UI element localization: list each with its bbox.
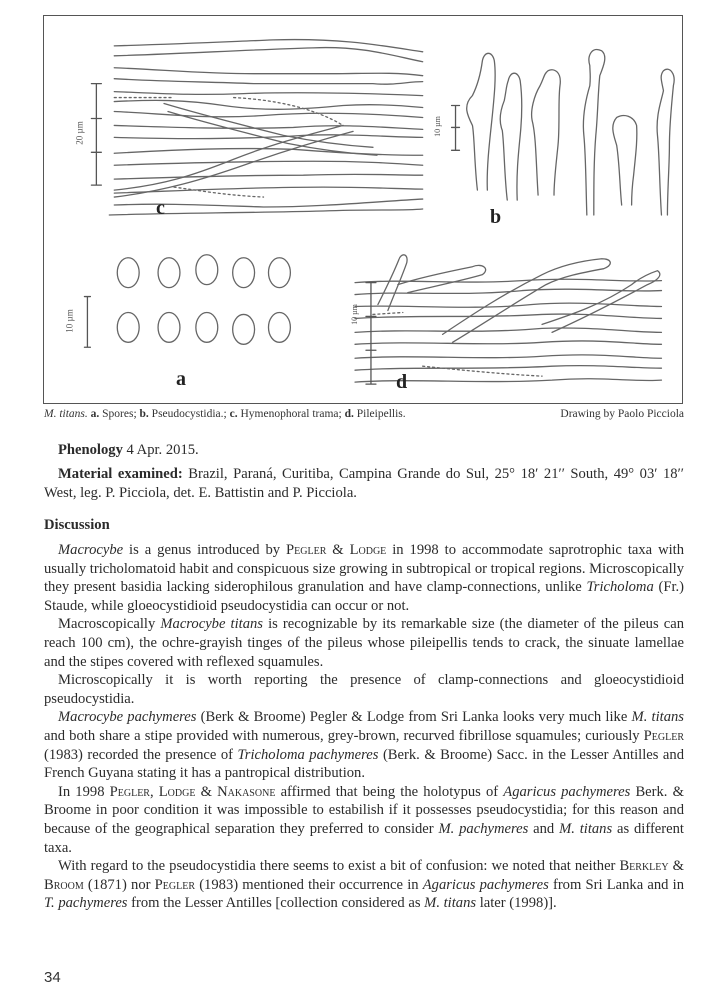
discussion-heading: Discussion xyxy=(44,517,110,533)
panel-label-a: a xyxy=(176,368,186,390)
text-run: affirmed that being the holotypus of xyxy=(275,783,504,800)
caption-text-d: Pileipellis. xyxy=(353,408,406,420)
caption-text-c: Hymenophoral trama; xyxy=(237,408,345,420)
page-number: 34 xyxy=(44,969,61,986)
text-run: Macrocybe pachymeres xyxy=(58,709,197,726)
figure-drawing xyxy=(44,16,682,403)
material-value: Brazil, Paraná, Curitiba, Campina Grande do Sul, 25° 18′ 21′′ South, 49° 03′ 18′′ West, leg. P. Picciola, det. E. Battistin and P. Picciola. xyxy=(44,466,684,501)
panel-label-b: b xyxy=(490,206,502,228)
text-run: and xyxy=(528,820,560,837)
text-run: (Berk. & Broome) Sacc. in the Lesser Antilles and French Guyana stating it has a pantropical distribution. xyxy=(44,746,684,782)
scale-label-d: 10 µm xyxy=(349,304,359,325)
text-run: (1983) mentioned their occurrence in xyxy=(195,876,423,893)
text-run: from Sri Lanka and in xyxy=(548,876,684,893)
text-run: Agaricus pachymeres xyxy=(503,783,631,800)
drawing-credit: Drawing by Paolo Picciola xyxy=(560,408,684,420)
text-run: Tricholoma xyxy=(586,579,654,596)
text-run: Agaricus pachymeres xyxy=(422,876,549,893)
author-citation: Berkley & Broom xyxy=(44,858,684,893)
phenology-label: Phenology xyxy=(58,442,123,458)
material-label: Material examined: xyxy=(58,466,183,482)
paragraph-6 xyxy=(44,857,684,913)
text-run: (1871) nor xyxy=(83,876,155,893)
panel-b-pseudocystidia xyxy=(452,49,675,214)
text-run: Macrocybe xyxy=(58,542,124,558)
text-run: T. pachymeres xyxy=(44,895,128,912)
text-run: is a genus introduced by xyxy=(123,542,287,558)
paragraph-1 xyxy=(44,541,684,615)
author-citation: Pegler xyxy=(643,727,684,744)
caption-key-a: a. xyxy=(90,408,100,420)
figure-caption xyxy=(44,408,684,420)
panel-label-c: c xyxy=(156,197,165,219)
text-run: Macrocybe titans xyxy=(160,616,263,633)
text-run: (1983) recorded the presence of xyxy=(44,746,238,763)
panel-a-spores xyxy=(84,255,290,348)
panel-label-d: d xyxy=(396,371,408,393)
text-run: M. pachymeres xyxy=(438,820,529,837)
text-run: M. titans xyxy=(631,709,684,726)
text-run: and both share a stipe provided with numerous, grey-brown, recurved fibrillose squamules; curiously xyxy=(44,727,644,744)
paragraph-2 xyxy=(44,615,684,671)
text-run: from the Lesser Antilles [collection considered as xyxy=(127,895,425,912)
panel-d-hyphae xyxy=(355,255,661,384)
caption-key-d: d. xyxy=(344,408,354,420)
text-run: later (1998)]. xyxy=(476,895,557,912)
author-citation: Pegler, Lodge & Nakasone xyxy=(109,783,276,800)
scale-label-a: 10 µm xyxy=(64,309,75,333)
panel-c-hyphae xyxy=(91,40,422,215)
text-run: M. titans xyxy=(559,820,613,837)
caption-text-a: Spores; xyxy=(99,408,140,420)
paragraph-4 xyxy=(44,708,684,782)
caption-text-b: Pseudocystidia.; xyxy=(148,408,230,420)
caption-key-b: b. xyxy=(139,408,149,420)
text-run: in 1998 to accommodate saprotrophic taxa with usually tricholomatoid habit and conspicuous size growing in subtropical or tropical regions. Microscopically they present basidia lacking siderophilous granulation and have clamp-connections, unlike xyxy=(44,542,685,596)
author-citation: Pegler xyxy=(154,876,196,893)
text-run: In 1998 xyxy=(58,783,110,800)
material-examined xyxy=(44,465,684,502)
caption-key-c: c. xyxy=(229,408,238,420)
text-run: (Berk & Broome) Pegler & Lodge from Sri Lanka looks very much like xyxy=(196,709,632,726)
text-run: With regard to the pseudocystidia there seems to exist a bit of confusion: we noted that neither xyxy=(58,858,620,875)
paragraph-5 xyxy=(44,783,684,857)
author-citation: Pegler & Lodge xyxy=(286,542,387,558)
text-run: Tricholoma pachymeres xyxy=(237,746,379,763)
figure-plate xyxy=(43,15,683,404)
paragraph-3: Microscopically it is worth reporting the presence of clamp-connections and gloeocystidioid pseudocystidia. xyxy=(44,672,684,707)
caption-species: M. titans. xyxy=(44,408,88,420)
text-run: as different taxa. xyxy=(44,820,684,856)
text-run: is recognizable by its remarkable size (the diameter of the pileus can reach 100 cm), the ochre-grayish tinges of the pileus whose pileipellis tends to crack, the sinuate lamellae and the stipes covered with reflexed squamules. xyxy=(44,616,684,670)
scale-label-b: 10 µm xyxy=(432,116,442,137)
text-run: M. titans xyxy=(424,895,477,912)
phenology xyxy=(44,441,684,460)
phenology-value: 4 Apr. 2015. xyxy=(122,442,199,458)
scale-label-c: 20 µm xyxy=(74,121,85,145)
text-run: (Fr.) Staude, while gloeocystidioid pseudocystidia can occur or not. xyxy=(44,579,685,614)
text-run: Berk. & Broome in poor condition it was impossible to estabilish if it possesses pseudocystidia; for this reason and because of the geographical separation they preferred to consider xyxy=(44,783,684,837)
discussion-body xyxy=(44,541,684,913)
text-run: Macroscopically xyxy=(58,616,161,633)
